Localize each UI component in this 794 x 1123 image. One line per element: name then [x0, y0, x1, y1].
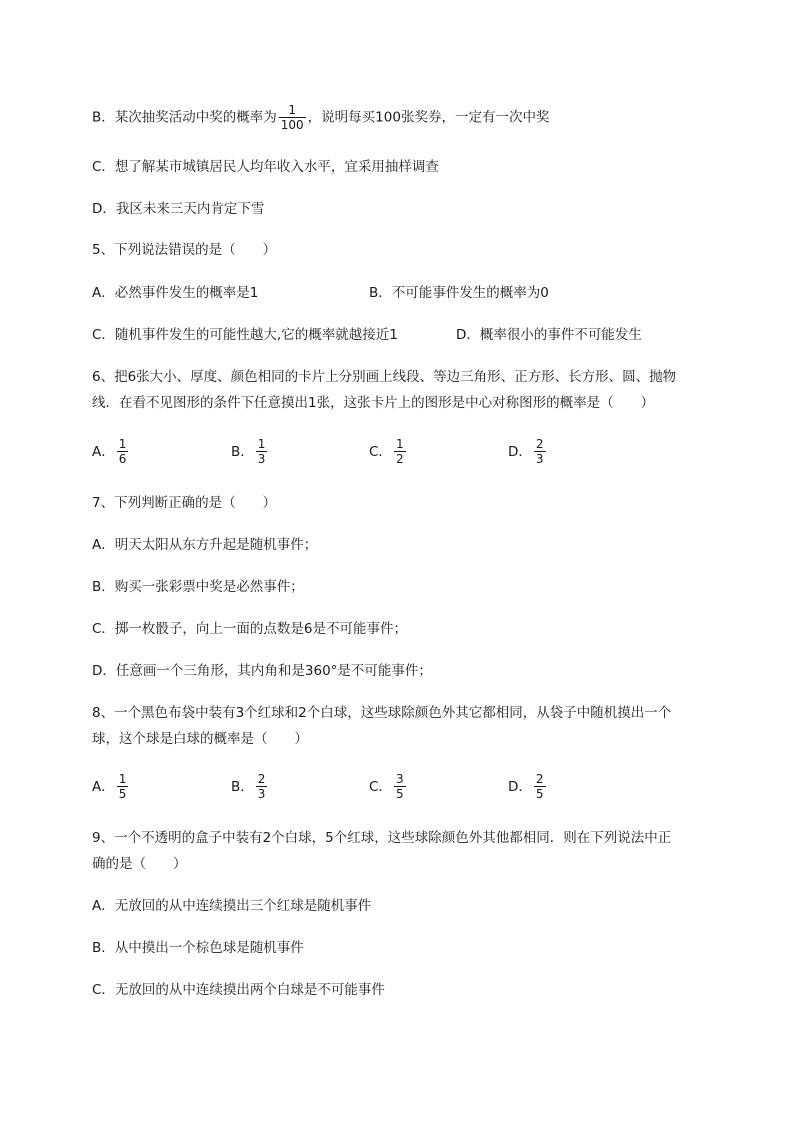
option-fraction — [534, 772, 546, 801]
q6-option-c — [369, 437, 408, 466]
fraction-denominator: 3 — [257, 452, 266, 466]
option-fraction — [534, 437, 546, 466]
fraction-numerator: 1 — [395, 437, 404, 451]
q5-stem: 5、下列说法错误的是（ ） — [92, 242, 277, 258]
q8-option-b — [231, 772, 269, 801]
q8-option-d — [508, 772, 548, 801]
q6-stem-line1: 6、把6张大小、厚度、颜色相同的卡片上分别画上线段、等边三角形、正方形、长方形、圆、抛物 — [92, 369, 677, 385]
q4-option-b-prefix: B．某次抽奖活动中奖的概率为 — [92, 109, 277, 126]
option-fraction — [117, 437, 129, 466]
q5-option-c: C．随机事件发生的可能性越大,它的概率就越接近1 — [92, 327, 398, 343]
option-label: A． — [92, 443, 115, 460]
q5-option-b: B．不可能事件发生的概率为0 — [369, 285, 549, 301]
option-label: C． — [369, 778, 392, 795]
q6-option-d — [508, 437, 548, 466]
q7-option-c: C．掷一枚骰子，向上一面的点数是6是不可能事件； — [92, 621, 408, 637]
option-label: B． — [231, 778, 254, 795]
q7-option-a: A．明天太阳从东方升起是随机事件； — [92, 537, 318, 553]
fraction-denominator: 100 — [280, 118, 304, 132]
fraction-numerator: 2 — [535, 437, 544, 451]
q5-option-d: D．概率很小的事件不可能发生 — [456, 327, 642, 343]
q6-option-a — [92, 437, 130, 466]
q4-option-b — [92, 103, 549, 132]
q9-option-c: C．无放回的从中连续摸出两个白球是不可能事件 — [92, 982, 385, 998]
fraction-denominator: 5 — [118, 787, 127, 801]
fraction-denominator: 5 — [395, 787, 404, 801]
option-label: B． — [231, 443, 254, 460]
option-fraction — [117, 772, 129, 801]
fraction-denominator: 3 — [257, 787, 266, 801]
option-fraction — [394, 437, 406, 466]
fraction-numerator: 1 — [118, 772, 127, 786]
fraction-numerator: 2 — [257, 772, 266, 786]
q4-option-b-suffix: ，说明每买100张奖券，一定有一次中奖 — [307, 109, 550, 126]
option-fraction — [256, 772, 268, 801]
option-label: D． — [508, 778, 532, 795]
q8-option-a — [92, 772, 130, 801]
q4-option-d: D．我区未来三天内肯定下雪 — [92, 201, 265, 217]
fraction-numerator: 2 — [535, 772, 544, 786]
q8-stem-line1: 8、一个黑色布袋中装有3个红球和2个白球，这些球除颜色外其它都相同，从袋子中随机摸出一个 — [92, 705, 672, 721]
q7-option-d: D．任意画一个三角形，其内角和是360°是不可能事件； — [92, 663, 432, 679]
q5-option-a: A．必然事件发生的概率是1 — [92, 285, 259, 301]
fraction-denominator: 6 — [118, 452, 127, 466]
q6-stem-line2: 线．在看不见图形的条件下任意摸出1张，这张卡片上的图形是中心对称图形的概率是（ ） — [92, 395, 655, 411]
option-label: A． — [92, 778, 115, 795]
fraction-numerator: 1 — [118, 437, 127, 451]
q7-option-b: B．购买一张彩票中奖是必然事件； — [92, 579, 304, 595]
q8-stem-line2: 球，这个球是白球的概率是（ ） — [92, 731, 308, 747]
q6-option-b — [231, 437, 269, 466]
fraction-numerator: 1 — [257, 437, 266, 451]
option-fraction — [256, 437, 268, 466]
fraction-numerator: 1 — [288, 103, 297, 117]
q9-stem-line1: 9、一个不透明的盒子中装有2个白球，5个红球，这些球除颜色外其他都相同．则在下列说法中正 — [92, 830, 672, 846]
fraction-numerator: 3 — [395, 772, 404, 786]
option-label: C． — [369, 443, 392, 460]
q9-stem-line2: 确的是（ ） — [92, 856, 187, 872]
fraction-denominator: 5 — [535, 787, 544, 801]
q7-stem: 7、下列判断正确的是（ ） — [92, 495, 277, 511]
fraction-denominator: 3 — [535, 452, 544, 466]
option-fraction — [394, 772, 406, 801]
fraction-denominator: 2 — [395, 452, 404, 466]
q4-option-b-fraction — [279, 103, 306, 132]
option-label: D． — [508, 443, 532, 460]
q9-option-b: B．从中摸出一个棕色球是随机事件 — [92, 940, 304, 956]
q9-option-a: A．无放回的从中连续摸出三个红球是随机事件 — [92, 898, 372, 914]
q4-option-c: C．想了解某市城镇居民人均年收入水平，宜采用抽样调查 — [92, 159, 439, 175]
q8-option-c — [369, 772, 408, 801]
